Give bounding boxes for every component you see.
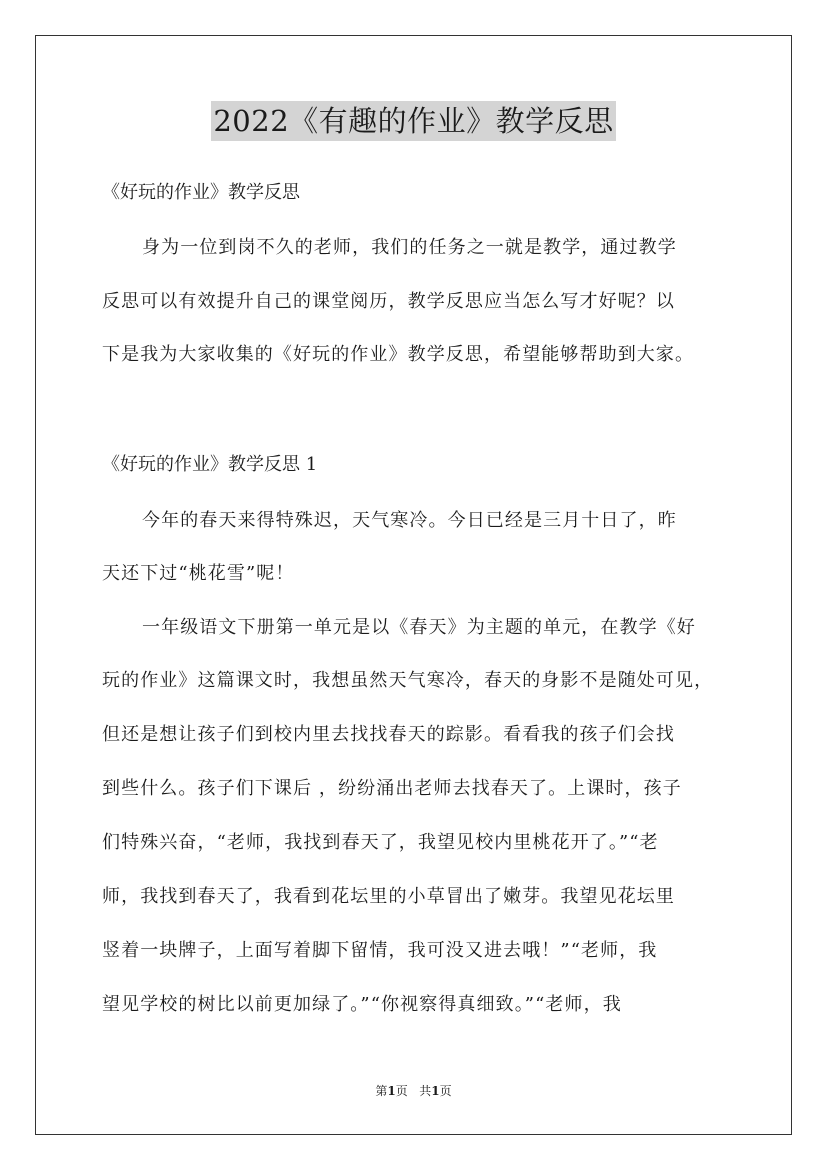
paragraph-line: 但还是想让孩子们到校内里去找找春天的踪影。看看我的孩子们会找 — [102, 724, 675, 745]
intro-line: 反思可以有效提升自己的课堂阅历，教学反思应当怎么写才好呢？以 — [102, 291, 675, 312]
paragraph-line: 玩的作业》这篇课文时，我想虽然天气寒冷，春天的身影不是随处可见， — [102, 670, 714, 691]
title-block — [0, 101, 827, 141]
paragraph-line: 今年的春天来得特殊迟，天气寒冷。今日已经是三月十日了，昨 — [142, 510, 677, 531]
paragraph-line: 们特殊兴奋，“老师，我找到春天了，我望见校内里桃花开了。”“老 — [102, 832, 659, 853]
section-heading: 《好玩的作业》教学反思 1 — [102, 454, 318, 475]
paragraph-line: 望见学校的树比以前更加绿了。”“你视察得真细致。”“老师，我 — [102, 994, 622, 1015]
page-prefix: 第 — [375, 1084, 388, 1098]
total-pages: 1 — [431, 1084, 440, 1098]
intro-line: 身为一位到岗不久的老师，我们的任务之一就是教学，通过教学 — [142, 237, 677, 258]
total-prefix: 共 — [419, 1084, 432, 1098]
document-subtitle: 《好玩的作业》教学反思 — [102, 182, 300, 203]
page-unit: 页 — [395, 1084, 408, 1098]
paragraph-line: 一年级语文下册第一单元是以《春天》为主题的单元，在教学《好 — [142, 617, 696, 638]
paragraph-line: 到些什么。孩子们下课后 ，纷纷涌出老师去找春天了。上课时，孩子 — [102, 778, 682, 799]
page-footer — [0, 1083, 827, 1099]
intro-line: 下是我为大家收集的《好玩的作业》教学反思，希望能够帮助到大家。 — [102, 344, 695, 365]
paragraph-line: 天还下过“桃花雪”呢！ — [102, 563, 295, 584]
paragraph-line: 竖着一块牌子，上面写着脚下留情，我可没又进去哦！”“老师，我 — [102, 940, 658, 961]
paragraph-line: 师，我找到春天了，我看到花坛里的小草冒出了嫩芽。我望见花坛里 — [102, 886, 675, 907]
page-number: 1 — [387, 1084, 396, 1098]
total-unit: 页 — [439, 1084, 452, 1098]
document-title: 2022《有趣的作业》教学反思 — [211, 101, 615, 141]
